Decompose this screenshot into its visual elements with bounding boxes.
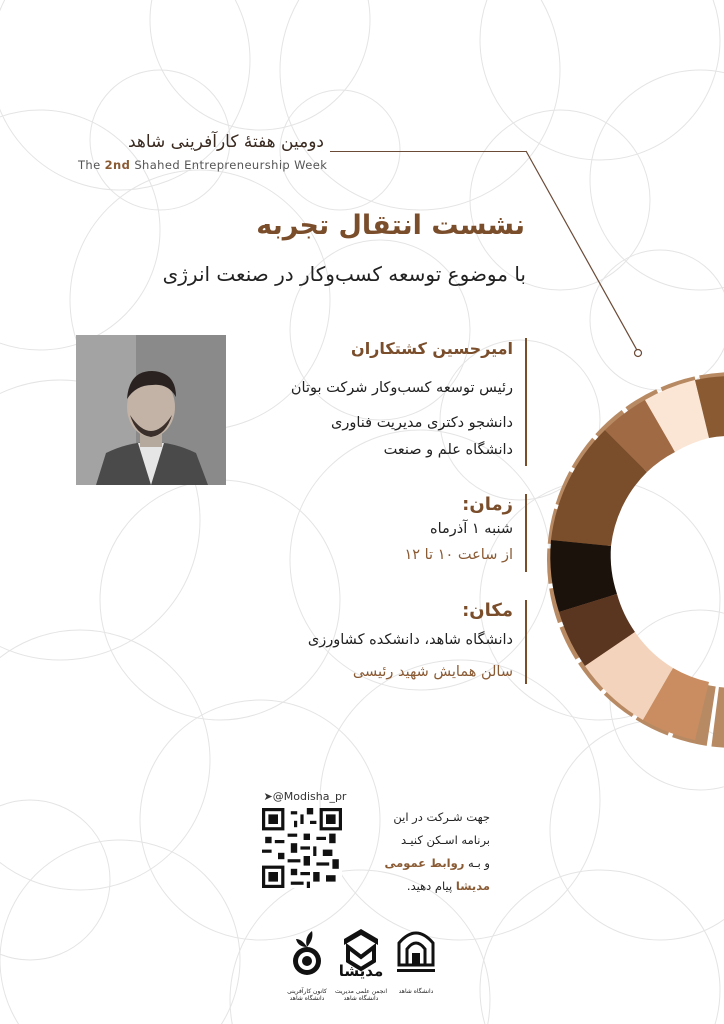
qr-code[interactable] [262,808,342,888]
place-hall: سالن همایش شهید رئیسی [352,664,513,680]
place-venue: دانشگاه شاهد، دانشکده کشاورزی [307,632,513,648]
place-section-bar [525,600,527,684]
speaker-name: امیرحسین کشتکاران [351,339,513,358]
cta-public-relations: روابط عمومی [384,856,465,870]
telegram-handle[interactable]: ➤@Modisha_pr [263,790,347,803]
cta-text: و بـه [464,856,490,870]
cta-line [375,875,490,898]
modisha-wordmark: مدیشا [338,962,384,980]
event-title-en-highlight: 2nd [104,158,131,172]
speaker-section-bar [525,338,527,466]
time-hours: از ساعت ۱۰ تا ۱۲ [404,547,513,563]
event-title-en-post: Shahed Entrepreneurship Week [134,158,328,172]
event-title-english [78,158,328,172]
modisha-caption: انجمن علمی مدیریت دانشگاه شاهد [334,988,387,1002]
header-divider [330,151,526,152]
shahed-caption: دانشگاه شاهد [398,988,434,995]
cta-line: جهت شـرکت در این [393,810,490,824]
event-title-en-pre: The [78,158,101,172]
speaker-photo [76,335,226,485]
speaker-education: دانشجو دکتری مدیریت فناوری [331,415,513,431]
cta-text: پیام دهید. [406,879,456,893]
kanoon-logo [284,925,330,987]
session-title: نشست انتقال تجربه [256,210,525,241]
time-section-bar [525,494,527,572]
time-date: شنبه ۱ آذرماه [430,521,513,537]
telegram-icon: ➤ [263,790,273,803]
speaker-university: دانشگاه علم و صنعت [383,442,513,458]
session-subtitle: با موضوع توسعه کسب‌وکار در صنعت انرژی [162,262,526,286]
shahed-university-logo [393,925,439,987]
speaker-role: رئیس توسعه کسب‌وکار شرکت بوتان [290,380,513,396]
kanoon-caption: کانون کارآفرینی دانشگاه شاهد [287,988,327,1002]
event-title-persian: دومین هفتهٔ کارآفرینی شاهد [127,132,324,152]
place-label: مکان: [462,600,513,621]
cta-modisha: مدیشا [455,879,490,893]
cta-line [375,852,490,875]
cta-line: برنامه اسـکن کنیـد [400,833,490,847]
time-label: زمان: [462,494,513,515]
call-to-action [375,806,490,898]
person-portrait-icon [76,335,226,485]
telegram-handle-text: Modisha_pr [283,790,347,803]
